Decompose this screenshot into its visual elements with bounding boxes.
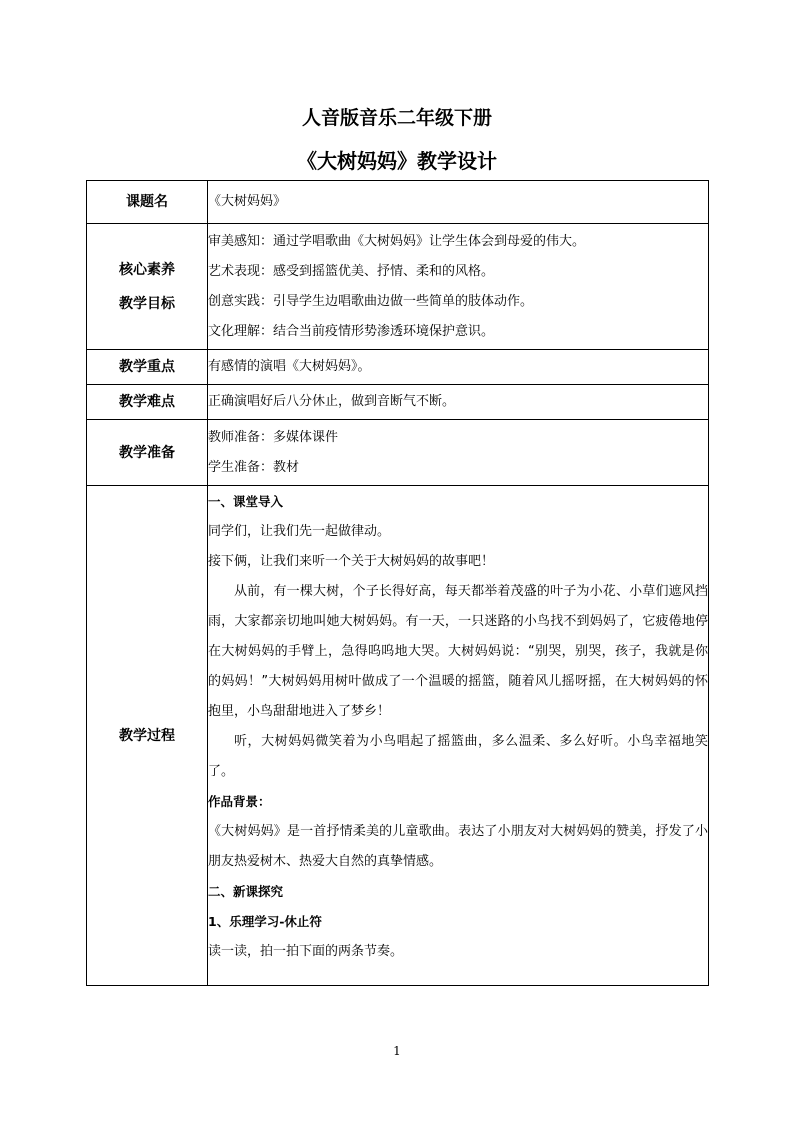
value-topic: 《大树妈妈》 <box>208 181 709 224</box>
value-difficulty: 正确演唱好后八分休止，做到音断气不断。 <box>208 385 709 420</box>
section-heading-intro: 一、课堂导入 <box>208 494 284 509</box>
value-process <box>208 486 709 986</box>
goal-item: 艺术表现：感受到摇篮优美、抒情、柔和的风格。 <box>208 263 495 279</box>
label-goals-line2: 教学目标 <box>119 295 175 312</box>
subsection-heading: 1、乐理学习-休止符 <box>208 914 322 929</box>
story-paragraph: 听，大树妈妈微笑着为小鸟唱起了摇篮曲，多么温柔、多么好听。小鸟幸福地笑了。 <box>208 734 708 779</box>
table-row-difficulty <box>87 385 709 420</box>
section-heading-explore: 二、新课探究 <box>208 884 284 899</box>
goal-item: 审美感知：通过学唱歌曲《大树妈妈》让学生体会到母爱的伟大。 <box>208 233 586 249</box>
background-heading: 作品背景： <box>208 794 271 809</box>
value-key-point: 有感情的演唱《大树妈妈》。 <box>208 350 709 385</box>
table-row-goals <box>87 224 709 350</box>
story-paragraph: 从前，有一棵大树，个子长得好高，每天都举着茂盛的叶子为小花、小草们遮风挡雨，大家都亲切地叫她大树妈妈。有一天，一只迷路的小鸟找不到妈妈了，它疲倦地停在大树妈妈的手臂上，急得呜呜地大哭。大树妈妈说：“别哭，别哭，孩子，我就是你的妈妈！”大树妈妈用树叶做成了一个温暖的摇篮，随着风儿摇呀摇，在大树妈妈的怀抱里，小鸟甜甜地进入了梦乡！ <box>208 584 708 719</box>
document-subtitle: 《大树妈妈》教学设计 <box>297 149 497 173</box>
process-line: 接下俩，让我们来听一个关于大树妈妈的故事吧！ <box>208 554 495 569</box>
prep-item: 学生准备：教材 <box>208 459 300 475</box>
table-row-key-point <box>87 350 709 385</box>
table-row-preparation <box>87 420 709 486</box>
label-key-point: 教学重点 <box>87 350 208 385</box>
label-preparation: 教学准备 <box>87 420 208 486</box>
value-goals <box>208 224 709 350</box>
table-row-topic <box>87 181 709 224</box>
goal-item: 创意实践：引导学生边唱歌曲边做一些简单的肢体动作。 <box>208 293 534 309</box>
label-topic: 课题名 <box>87 181 208 224</box>
label-goals-line1: 核心素养 <box>119 261 175 278</box>
goal-item: 文化理解：结合当前疫情形势渗透环境保护意识。 <box>208 323 495 339</box>
label-difficulty: 教学难点 <box>87 385 208 420</box>
label-process: 教学过程 <box>87 486 208 986</box>
label-goals <box>87 224 208 350</box>
table-row-process <box>87 486 709 986</box>
prep-item: 教师准备：多媒体课件 <box>208 429 339 445</box>
process-line: 读一读，拍一拍下面的两条节奏。 <box>208 944 404 959</box>
document-title: 人音版音乐二年级下册 <box>301 107 492 129</box>
background-paragraph: 《大树妈妈》是一首抒情柔美的儿童歌曲。表达了小朋友对大树妈妈的赞美，抒发了小朋友热爱树木、热爱大自然的真挚情感。 <box>208 824 708 869</box>
process-line: 同学们，让我们先一起做律动。 <box>208 524 391 539</box>
page-number: 1 <box>393 1044 401 1058</box>
value-preparation <box>208 420 709 486</box>
lesson-plan-table <box>86 180 709 986</box>
